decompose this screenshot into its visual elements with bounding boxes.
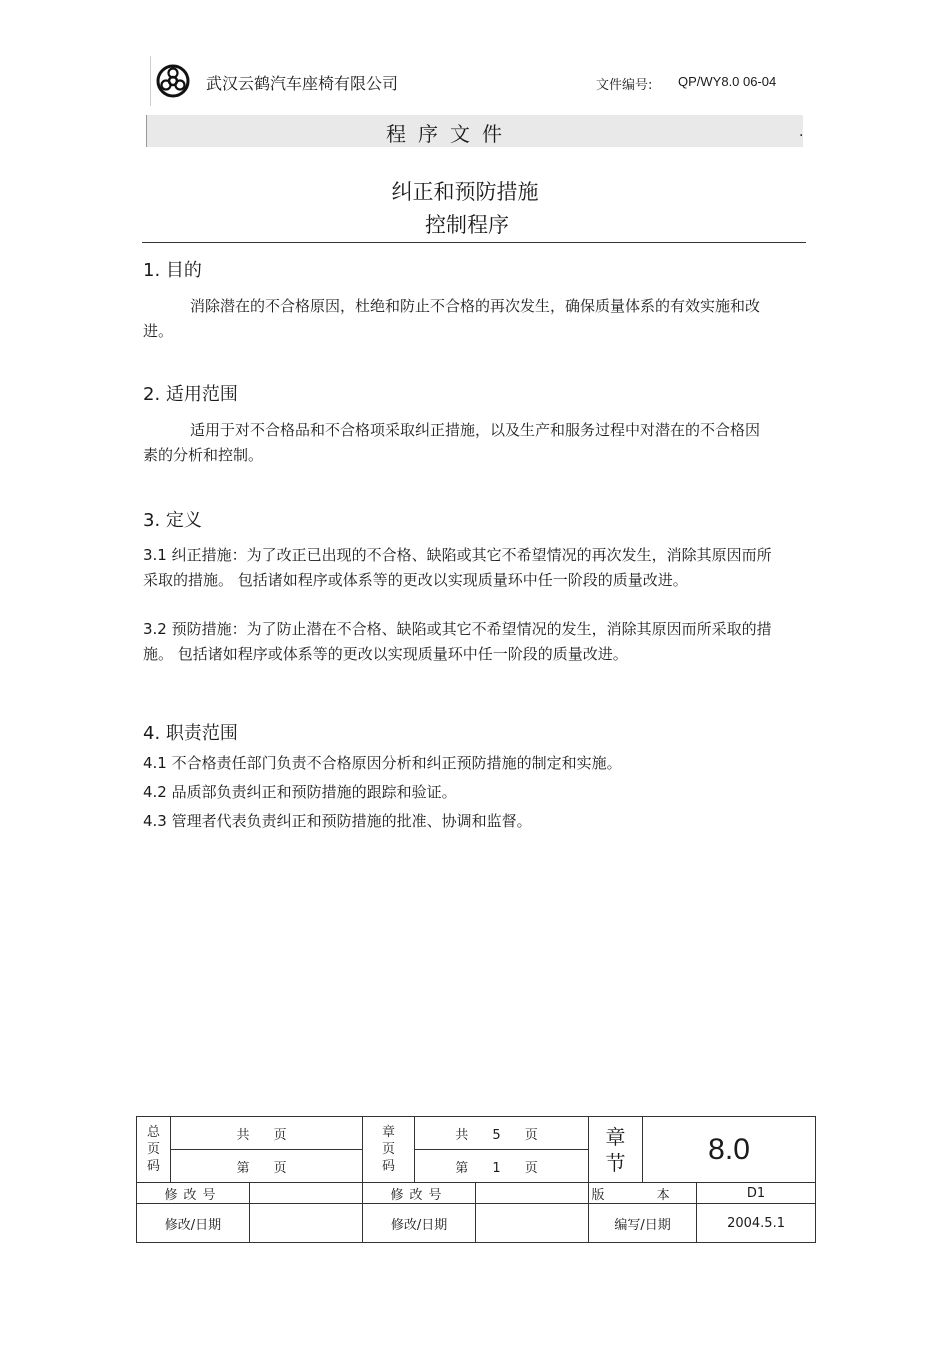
chapter-page-current: 第 1 页	[415, 1150, 589, 1183]
total-page-count: 共 页	[171, 1117, 363, 1150]
definition-item-preventive: 3.2 预防措施：为了防止潜在不合格、缺陷或其它不希望情况的发生，消除其原因而所采取的措施。 包括诸如程序或体系等的更改以实现质量环中任一阶段的质量改进。	[143, 620, 772, 663]
document-title-line2: 控制程序	[425, 213, 509, 237]
wheel-logo-icon	[151, 56, 195, 106]
total-page-current: 第 页	[171, 1150, 363, 1183]
title-divider	[142, 242, 806, 243]
revision-date-label: 修改/日期	[137, 1204, 250, 1243]
section-heading-scope: 2. 适用范围	[143, 384, 238, 405]
chapter-value: 8.0	[643, 1117, 816, 1183]
total-pages-label: 总 页 码	[137, 1117, 171, 1183]
responsibility-item: 4.2 品质部负责纠正和预防措施的跟踪和验证。	[143, 783, 457, 801]
company-logo	[150, 56, 196, 106]
document-title-line1: 纠正和预防措施	[391, 180, 539, 204]
section-body-purpose: 消除潜在的不合格原因，杜绝和防止不合格的再次发生，确保质量体系的有效实施和改进。	[143, 297, 761, 340]
author-date-value: 2004.5.1	[697, 1204, 816, 1243]
section-heading-purpose: 1. 目的	[143, 260, 202, 281]
doc-number: QP/WY8.0 06-04	[678, 74, 777, 89]
section-heading-definitions: 3. 定义	[143, 510, 202, 531]
doc-type-title: 程序文件	[386, 122, 514, 146]
revision-date-value-2	[476, 1204, 589, 1243]
doc-number-label: 文件编号:	[596, 78, 653, 93]
revision-number-label: 修改号	[137, 1183, 250, 1204]
section-body-scope: 适用于对不合格品和不合格项采取纠正措施，以及生产和服务过程中对潜在的不合格因素的分析和控制。	[143, 421, 761, 464]
edition-value: D1	[697, 1183, 816, 1204]
band-dot: .	[799, 124, 804, 140]
revision-number-label-2: 修改号	[363, 1183, 476, 1204]
chapter-pages-label: 章 页 码	[363, 1117, 415, 1183]
definition-item-corrective: 3.1 纠正措施：为了改正已出现的不合格、缺陷或其它不希望情况的再次发生，消除其原因而所采取的措施。 包括诸如程序或体系等的更改以实现质量环中任一阶段的质量改进。	[143, 546, 772, 589]
revision-number-value	[250, 1183, 363, 1204]
revision-date-value	[250, 1204, 363, 1243]
responsibility-item: 4.3 管理者代表负责纠正和预防措施的批准、协调和监督。	[143, 812, 532, 830]
revision-date-label-2: 修改/日期	[363, 1204, 476, 1243]
revision-number-value-2	[476, 1183, 589, 1204]
edition-label: 版 本	[589, 1183, 697, 1204]
chapter-label: 章 节	[589, 1117, 643, 1183]
author-date-label: 编写/日期	[589, 1204, 697, 1243]
section-heading-responsibilities: 4. 职责范围	[143, 723, 238, 744]
company-name: 武汉云鹤汽车座椅有限公司	[206, 74, 399, 93]
chapter-page-count: 共 5 页	[415, 1117, 589, 1150]
responsibility-item: 4.1 不合格责任部门负责不合格原因分析和纠正预防措施的制定和实施。	[143, 754, 622, 772]
document-control-table	[136, 1116, 816, 1243]
